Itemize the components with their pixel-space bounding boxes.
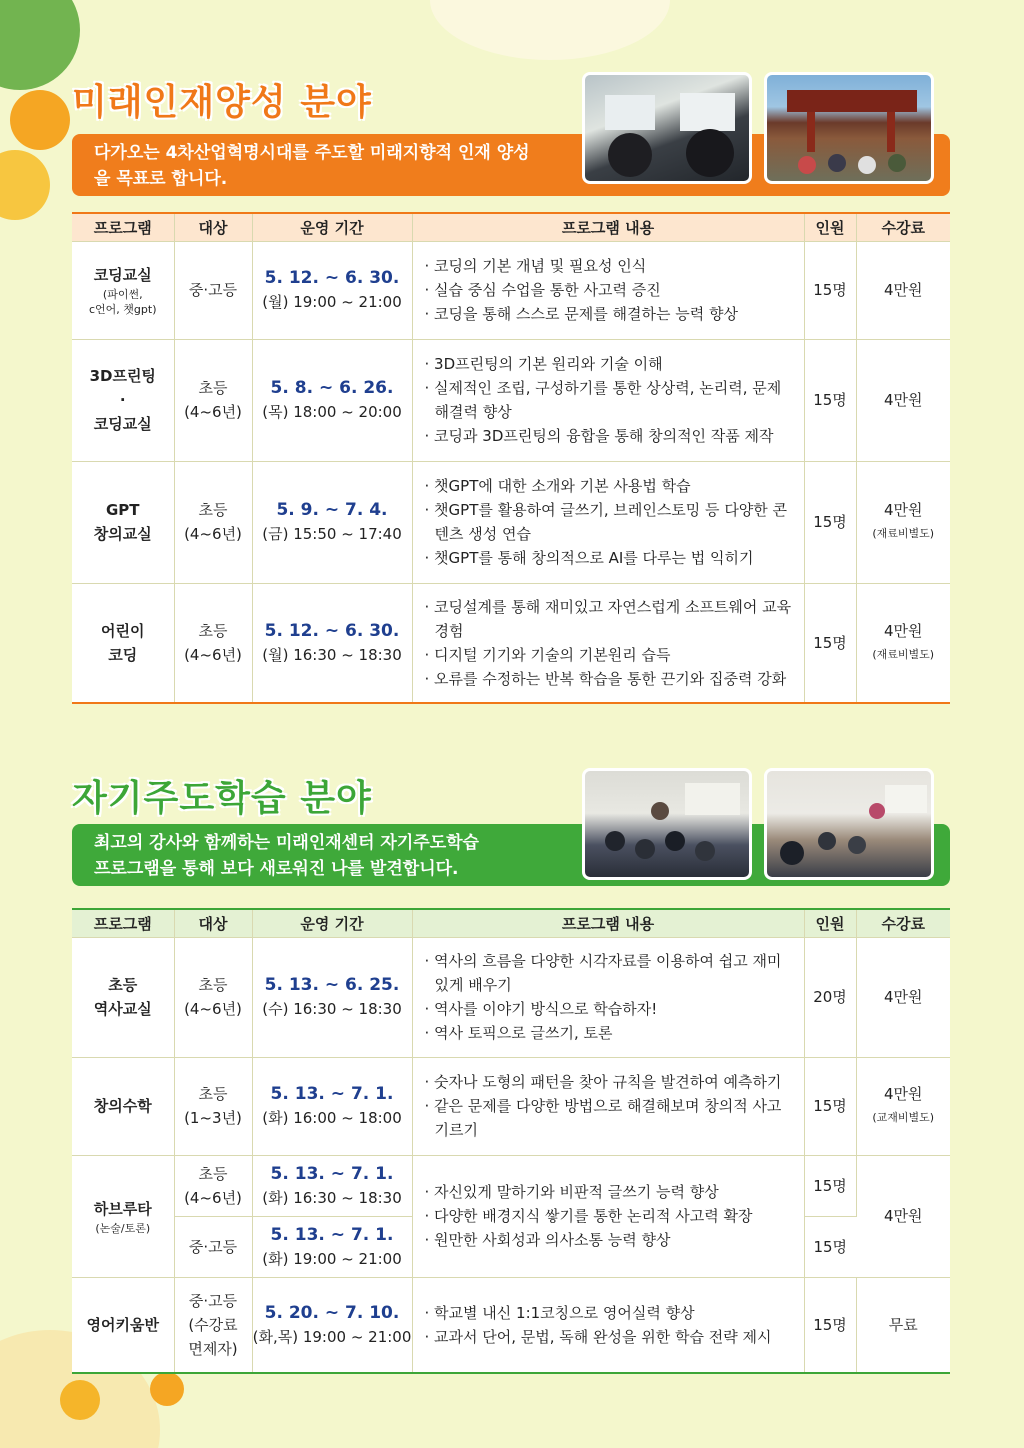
content-item: · 같은 문제를 다양한 방법으로 해결해보며 창의적 사고 기르기	[424, 1097, 782, 1139]
target-label: 초등	[198, 379, 228, 397]
table-row	[72, 1057, 950, 1155]
fee-label: 4만원	[883, 1085, 923, 1103]
column-header: 대상	[174, 909, 252, 937]
target-note: 면제자)	[188, 1339, 238, 1358]
content-item: · 학교별 내신 1:1코칭으로 영어실력 향상	[424, 1303, 695, 1322]
content-item: · 챗GPT를 활용하여 글쓰기, 브레인스토밍 등 다양한 콘텐츠 생성 연습	[424, 501, 788, 543]
content-item: · 코딩을 통해 스스로 문제를 해결하는 능력 향상	[424, 305, 738, 323]
capacity: 15명	[804, 1277, 856, 1373]
date-range: 5. 13. ~ 7. 1.	[270, 1163, 394, 1184]
flower-decoration	[150, 1372, 184, 1406]
fee	[856, 461, 950, 583]
target	[174, 339, 252, 461]
banner-line: 최고의 강사와 함께하는 미래인재센터 자기주도학습	[94, 833, 479, 853]
period	[252, 583, 412, 703]
program-name: 영어키움반	[72, 1277, 174, 1373]
target-grade: (4~6년)	[184, 525, 242, 543]
time-range: (화) 16:30 ~ 18:30	[262, 1188, 402, 1207]
program-name	[72, 937, 174, 1057]
date-range: 5. 12. ~ 6. 30.	[264, 620, 400, 641]
program-name: 창의수학	[72, 1057, 174, 1155]
content-item: · 숫자나 도형의 패턴을 찾아 규칙을 발견하여 예측하기	[424, 1073, 782, 1091]
table-row	[72, 339, 950, 461]
content-item: · 다양한 배경지식 쌓기를 통한 논리적 사고력 확장	[424, 1207, 753, 1225]
column-header: 프로그램 내용	[412, 909, 804, 937]
cloud-decoration	[430, 0, 670, 60]
time-range: (화,목) 19:00 ~ 21:00	[252, 1327, 412, 1346]
photo-illustration	[585, 75, 752, 184]
program-dot: ·	[119, 391, 126, 409]
table-row	[72, 937, 950, 1057]
time-range: (수) 16:30 ~ 18:30	[262, 1000, 402, 1018]
program-content	[412, 1277, 804, 1373]
content-item: · 실제적인 조립, 구성하기를 통한 상상력, 논리력, 문제 해결력 향상	[424, 379, 782, 421]
time-range: (월) 19:00 ~ 21:00	[262, 293, 402, 311]
date-range: 5. 9. ~ 7. 4.	[276, 500, 388, 520]
column-header: 프로그램	[72, 909, 174, 937]
photo-coding-class	[582, 72, 752, 184]
target-grade: (4~6년)	[184, 645, 242, 664]
fee-note: (교재비별도)	[872, 1111, 935, 1124]
target	[174, 1277, 252, 1373]
program-name	[72, 339, 174, 461]
photo-illustration	[767, 771, 934, 880]
photo-illustration	[767, 75, 934, 184]
period	[252, 339, 412, 461]
date-range: 5. 13. ~ 7. 1.	[270, 1224, 394, 1245]
content-item: · 역사를 이야기 방식으로 학습하자!	[424, 1000, 658, 1018]
content-item: · 교과서 단어, 문법, 독해 완성을 위한 학습 전략 제시	[424, 1327, 772, 1346]
target: 중·고등	[174, 1216, 252, 1277]
content-item: · 실습 중심 수업을 통한 사고력 증진	[424, 281, 661, 299]
program-label: 어린이	[101, 621, 145, 640]
program-sub: (파이썬,	[102, 288, 143, 301]
time-range: (화) 16:00 ~ 18:00	[262, 1109, 402, 1127]
date-range: 5. 8. ~ 6. 26.	[270, 378, 394, 398]
target-note: (수강료	[188, 1315, 238, 1334]
period	[252, 1155, 412, 1216]
fruit-decoration	[10, 90, 70, 150]
column-header: 수강료	[856, 213, 950, 241]
capacity: 15명	[804, 1155, 856, 1216]
column-header: 인원	[804, 213, 856, 241]
time-range: (금) 15:50 ~ 17:40	[262, 525, 402, 543]
fee-note: (재료비별도)	[872, 647, 935, 661]
photo-illustration	[585, 771, 752, 880]
target-grade: (1~3년)	[184, 1109, 242, 1127]
date-range: 5. 20. ~ 7. 10.	[264, 1302, 400, 1323]
table-row	[72, 461, 950, 583]
content-item: · 오류를 수정하는 반복 학습을 통한 끈기와 집중력 강화	[424, 669, 787, 688]
program-label: 코딩교실	[93, 266, 152, 284]
section-title: 미래인재양성 분야	[72, 82, 372, 123]
content-item: · 역사의 흐름을 다양한 시각자료를 이용하여 쉽고 재미있게 배우기	[424, 952, 782, 994]
target-label: 초등	[198, 501, 228, 519]
photo-classroom	[582, 768, 752, 880]
content-item: · 자신있게 말하기와 비판적 글쓰기 능력 향상	[424, 1183, 719, 1201]
capacity: 20명	[804, 937, 856, 1057]
program-label: 코딩교실	[93, 415, 152, 433]
content-item: · 역사 토픽으로 글쓰기, 토론	[424, 1024, 613, 1042]
program-name	[72, 583, 174, 703]
fee: 4만원	[856, 937, 950, 1057]
program-content	[412, 583, 804, 703]
content-item: · 코딩설계를 통해 재미있고 자연스럽게 소프트웨어 교육 경험	[424, 597, 792, 640]
banner-line: 을 목표로 합니다.	[94, 169, 228, 189]
program-content	[412, 461, 804, 583]
program-content	[412, 937, 804, 1057]
date-range: 5. 13. ~ 7. 1.	[270, 1084, 394, 1104]
program-label: 창의교실	[93, 525, 152, 543]
table-header-row	[72, 909, 950, 937]
date-range: 5. 13. ~ 6. 25.	[264, 975, 400, 995]
program-sub: (논술/토론)	[95, 1221, 151, 1235]
target	[174, 461, 252, 583]
photo-field-trip	[764, 72, 934, 184]
target-label: 중·고등	[188, 1291, 238, 1310]
target	[174, 1057, 252, 1155]
program-label: 3D프린팅	[89, 367, 156, 385]
fee-label: 4만원	[883, 501, 923, 519]
program-content	[412, 339, 804, 461]
program-label: GPT	[105, 501, 140, 519]
target	[174, 1155, 252, 1216]
period	[252, 241, 412, 339]
fee: 4만원	[856, 339, 950, 461]
banner-line: 다가오는 4차산업혁명시대를 주도할 미래지향적 인재 양성	[94, 143, 530, 163]
program-table	[72, 908, 950, 1374]
leaf-decoration	[0, 0, 80, 90]
target	[174, 583, 252, 703]
program-label: 초등	[108, 976, 138, 994]
flower-decoration	[60, 1380, 100, 1420]
content-item: · 챗GPT를 통해 창의적으로 AI를 다루는 법 익히기	[424, 549, 754, 567]
period	[252, 1277, 412, 1373]
content-item: · 원만한 사회성과 의사소통 능력 향상	[424, 1231, 671, 1249]
fee-note: (재료비별도)	[872, 527, 935, 540]
program-content	[412, 241, 804, 339]
content-item: · 챗GPT에 대한 소개와 기본 사용법 학습	[424, 477, 691, 495]
banner-line: 프로그램을 통해 보다 새로워진 나를 발견합니다.	[94, 859, 459, 879]
column-header: 운영 기간	[252, 213, 412, 241]
target-label: 초등	[198, 976, 228, 994]
program-label: 하브루타	[93, 1199, 152, 1218]
content-item: · 코딩과 3D프린팅의 융합을 통해 창의적인 작품 제작	[424, 427, 774, 445]
time-range: (목) 18:00 ~ 20:00	[262, 403, 402, 421]
column-header: 운영 기간	[252, 909, 412, 937]
period	[252, 1216, 412, 1277]
capacity: 15명	[804, 241, 856, 339]
target-grade: (4~6년)	[184, 1188, 242, 1207]
target: 중·고등	[174, 241, 252, 339]
capacity: 15명	[804, 583, 856, 703]
program-name	[72, 1155, 174, 1277]
capacity: 15명	[804, 339, 856, 461]
content-item: · 코딩의 기본 개념 및 필요성 인식	[424, 257, 647, 275]
capacity: 15명	[804, 1057, 856, 1155]
program-label: 역사교실	[93, 1000, 152, 1018]
section-title: 자기주도학습 분야	[72, 778, 372, 819]
target-label: 초등	[198, 1164, 228, 1183]
target-label: 초등	[198, 621, 228, 640]
program-content	[412, 1155, 804, 1277]
time-range: (월) 16:30 ~ 18:30	[262, 645, 402, 664]
column-header: 대상	[174, 213, 252, 241]
period	[252, 937, 412, 1057]
column-header: 프로그램 내용	[412, 213, 804, 241]
program-name	[72, 461, 174, 583]
fee-label: 4만원	[883, 621, 923, 640]
content-item: · 3D프린팅의 기본 원리와 기술 이해	[424, 355, 663, 373]
capacity: 15명	[804, 1216, 856, 1277]
program-content	[412, 1057, 804, 1155]
content-item: · 디지털 기기와 기술의 기본원리 습득	[424, 645, 671, 664]
time-range: (화) 19:00 ~ 21:00	[262, 1249, 402, 1268]
fee	[856, 1057, 950, 1155]
table-header-row	[72, 213, 950, 241]
capacity: 15명	[804, 461, 856, 583]
table-row	[72, 1277, 950, 1373]
period	[252, 1057, 412, 1155]
photo-lecture	[764, 768, 934, 880]
table-row	[72, 1155, 950, 1216]
program-sub: c언어, 챗gpt)	[89, 303, 157, 316]
program-label: 코딩	[108, 645, 138, 664]
fruit-decoration	[0, 150, 50, 220]
column-header: 프로그램	[72, 213, 174, 241]
column-header: 수강료	[856, 909, 950, 937]
fee: 4만원	[856, 1155, 950, 1277]
target-grade: (4~6년)	[184, 403, 242, 421]
table-row	[72, 241, 950, 339]
date-range: 5. 12. ~ 6. 30.	[264, 268, 400, 288]
target-label: 초등	[198, 1085, 228, 1103]
program-name	[72, 241, 174, 339]
period	[252, 461, 412, 583]
target	[174, 937, 252, 1057]
fee	[856, 583, 950, 703]
fee: 4만원	[856, 241, 950, 339]
fee: 무료	[856, 1277, 950, 1373]
table-row	[72, 583, 950, 703]
target-grade: (4~6년)	[184, 1000, 242, 1018]
program-table	[72, 212, 950, 704]
column-header: 인원	[804, 909, 856, 937]
